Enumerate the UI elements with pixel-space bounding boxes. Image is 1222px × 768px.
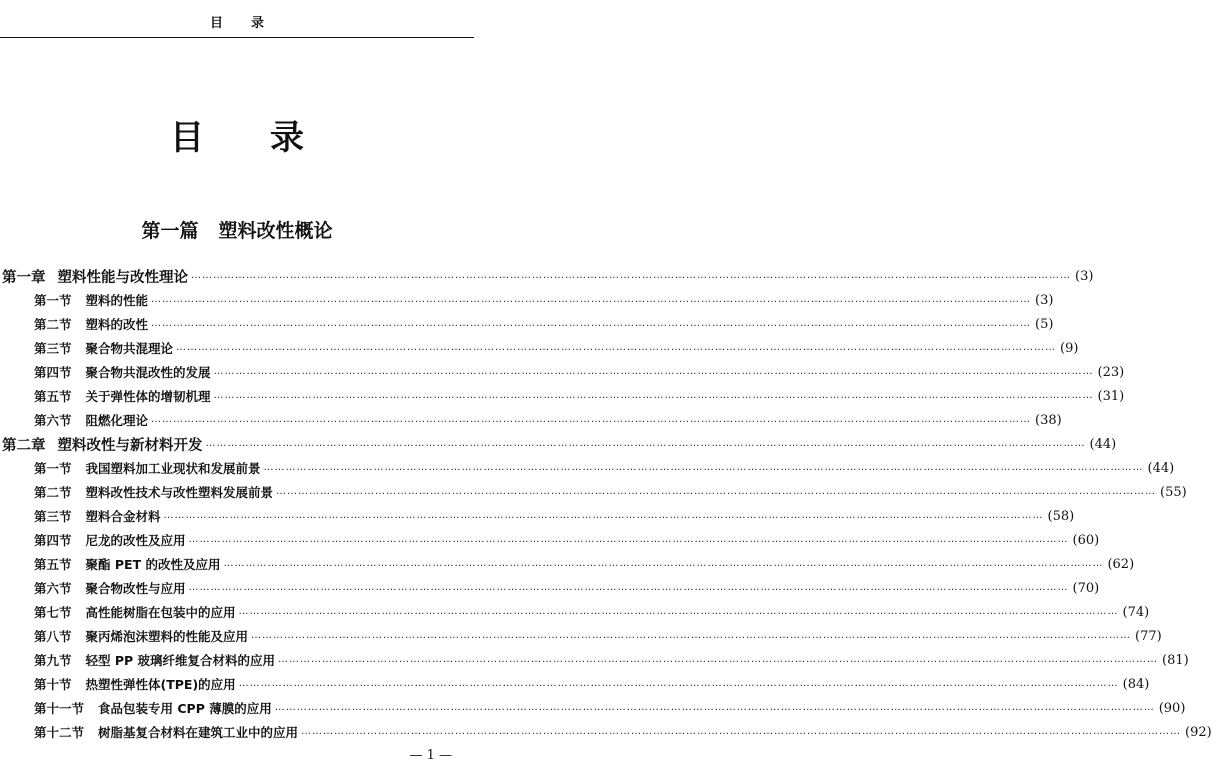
toc-entry-title: 高性能树脂在包装中的应用 xyxy=(85,605,236,620)
toc-entry-title: 食品包装专用 CPP 薄膜的应用 xyxy=(98,701,272,716)
toc-entry-page: (5) xyxy=(1035,316,1054,332)
toc-section-entry xyxy=(0,720,1212,744)
toc-entry-number: 第九节 xyxy=(34,653,72,668)
toc-entry-title: 塑料的改性 xyxy=(85,317,149,332)
toc-entry-title: 聚合物改性与应用 xyxy=(85,581,186,596)
toc-entry-page: (38) xyxy=(1035,412,1062,428)
toc-entry-page: (3) xyxy=(1075,268,1094,284)
page-title-right: 录 xyxy=(270,118,304,158)
toc-entry-page: (60) xyxy=(1072,532,1100,548)
toc-entry-number: 第三节 xyxy=(34,509,72,524)
toc-entry-title: 阻燃化理论 xyxy=(85,413,149,428)
toc-section-entry xyxy=(0,480,1187,504)
running-header-right: 录 xyxy=(251,16,265,31)
toc-entry-page: (55) xyxy=(1160,484,1187,500)
toc-section-entry xyxy=(0,624,1162,648)
toc-dot-leader: …………………………………………………………………………………………………………………………………………………………………………………………………………………… xyxy=(278,654,1159,665)
toc-entry-number: 第一章 xyxy=(2,269,46,286)
toc-section-entry xyxy=(0,672,1150,696)
toc-entry-page: (84) xyxy=(1122,676,1150,692)
toc-entry-title: 关于弹性体的增韧机理 xyxy=(85,389,211,404)
toc-entry-page: (44) xyxy=(1089,436,1117,452)
toc-section-entry xyxy=(0,576,1100,600)
toc-entry-title: 树脂基复合材料在建筑工业中的应用 xyxy=(98,725,299,740)
toc-dot-leader: …………………………………………………………………………………………………………………………………………………………………………………………………………………… xyxy=(188,582,1069,593)
toc-dot-leader: …………………………………………………………………………………………………………………………………………………………………………………………………………………… xyxy=(251,630,1132,641)
toc-dot-leader: …………………………………………………………………………………………………………………………………………………………………………………………………………………… xyxy=(176,342,1057,353)
toc-entry-page: (90) xyxy=(1158,700,1186,716)
toc-entry-number: 第十节 xyxy=(34,677,72,692)
toc-entry-page: (62) xyxy=(1107,556,1135,572)
toc-entry-title: 塑料合金材料 xyxy=(85,509,161,524)
toc-entry-title: 塑料的性能 xyxy=(85,293,149,308)
header-rule xyxy=(0,37,474,38)
toc-entry-title: 我国塑料加工业现状和发展前景 xyxy=(85,461,261,476)
toc-section-entry xyxy=(0,336,1079,360)
toc-entry-page: (44) xyxy=(1147,460,1175,476)
toc-entry-number: 第十二节 xyxy=(34,725,85,740)
toc-entry-title: 塑料改性技术与改性塑料发展前景 xyxy=(85,485,274,500)
toc-entry-number: 第七节 xyxy=(34,605,72,620)
part-number: 第一篇 xyxy=(141,220,199,242)
part-heading xyxy=(0,216,474,243)
toc-entry-page: (23) xyxy=(1097,364,1125,380)
toc-dot-leader: …………………………………………………………………………………………………………………………………………………………………………………………………………………… xyxy=(151,294,1032,305)
page-title-left: 目 xyxy=(170,118,204,158)
toc-section-entry xyxy=(0,456,1175,480)
toc-dot-leader: …………………………………………………………………………………………………………………………………………………………………………………………………………………… xyxy=(276,486,1157,497)
toc-section-entry xyxy=(0,384,1125,408)
toc-chapter-entry xyxy=(0,264,1094,288)
toc-entry-page: (92) xyxy=(1185,724,1212,740)
toc-entry-page: (81) xyxy=(1162,652,1189,668)
toc-dot-leader: …………………………………………………………………………………………………………………………………………………………………………………………………………………… xyxy=(301,726,1182,737)
toc-section-entry xyxy=(0,696,1186,720)
toc-entry-number: 第四节 xyxy=(34,533,72,548)
toc-entry-page: (58) xyxy=(1047,508,1075,524)
toc-entry-title: 聚丙烯泡沫塑料的性能及应用 xyxy=(85,629,249,644)
toc-section-entry xyxy=(0,504,1075,528)
toc-entry-title: 尼龙的改性及应用 xyxy=(85,533,186,548)
toc-entry-number: 第二节 xyxy=(34,485,72,500)
toc-entry-title: 聚合物共混理论 xyxy=(85,341,174,356)
toc-section-entry xyxy=(0,552,1135,576)
toc-section-entry xyxy=(0,360,1125,384)
toc-entry-title: 塑料改性与新材料开发 xyxy=(57,437,203,454)
toc-entry-page: (70) xyxy=(1072,580,1100,596)
toc-section-entry xyxy=(0,648,1189,672)
toc-entry-number: 第十一节 xyxy=(34,701,85,716)
toc-entry-title: 聚酯 PET 的改性及应用 xyxy=(85,557,221,572)
toc-entry-page: (74) xyxy=(1122,604,1150,620)
running-header xyxy=(0,12,474,31)
toc-entry-page: (9) xyxy=(1060,340,1079,356)
toc-entry-page: (77) xyxy=(1135,628,1162,644)
toc-dot-leader: …………………………………………………………………………………………………………………………………………………………………………………………………………………… xyxy=(188,534,1069,545)
toc-entry-number: 第一节 xyxy=(34,293,72,308)
toc-entry-number: 第四节 xyxy=(34,365,72,380)
toc-entry-number: 第三节 xyxy=(34,341,72,356)
toc-entry-number: 第二章 xyxy=(2,437,46,454)
toc-entry-title: 聚合物共混改性的发展 xyxy=(85,365,211,380)
page-title xyxy=(0,110,474,159)
toc-entry-number: 第五节 xyxy=(34,389,72,404)
page-number: — 1 — xyxy=(409,748,452,763)
toc-entry-number: 第五节 xyxy=(34,557,72,572)
toc-dot-leader: …………………………………………………………………………………………………………………………………………………………………………………………………………………… xyxy=(274,702,1155,713)
toc-entry-title: 热塑性弹性体(TPE)的应用 xyxy=(85,677,236,692)
toc-dot-leader: …………………………………………………………………………………………………………………………………………………………………………………………………………………… xyxy=(238,606,1119,617)
toc-dot-leader: …………………………………………………………………………………………………………………………………………………………………………………………………………………… xyxy=(163,510,1044,521)
toc-entry-number: 第二节 xyxy=(34,317,72,332)
toc-dot-leader: …………………………………………………………………………………………………………………………………………………………………………………………………………………… xyxy=(191,270,1071,281)
toc-dot-leader: …………………………………………………………………………………………………………………………………………………………………………………………………………………… xyxy=(151,414,1032,425)
table-of-contents xyxy=(0,264,1212,744)
toc-dot-leader: …………………………………………………………………………………………………………………………………………………………………………………………………………………… xyxy=(238,678,1119,689)
toc-entry-page: (3) xyxy=(1035,292,1054,308)
toc-entry-number: 第一节 xyxy=(34,461,72,476)
toc-dot-leader: …………………………………………………………………………………………………………………………………………………………………………………………………………………… xyxy=(205,438,1086,449)
toc-dot-leader: …………………………………………………………………………………………………………………………………………………………………………………………………………………… xyxy=(213,366,1094,377)
toc-entry-title: 轻型 PP 玻璃纤维复合材料的应用 xyxy=(85,653,276,668)
toc-entry-number: 第八节 xyxy=(34,629,72,644)
toc-section-entry xyxy=(0,288,1054,312)
part-title: 塑料改性概论 xyxy=(218,220,333,242)
toc-dot-leader: …………………………………………………………………………………………………………………………………………………………………………………………………………………… xyxy=(263,462,1144,473)
toc-section-entry xyxy=(0,600,1150,624)
running-header-left: 目 xyxy=(209,16,223,31)
toc-entry-title: 塑料性能与改性理论 xyxy=(57,269,188,286)
toc-section-entry xyxy=(0,408,1062,432)
toc-entry-page: (31) xyxy=(1097,388,1125,404)
toc-entry-number: 第六节 xyxy=(34,413,72,428)
toc-dot-leader: …………………………………………………………………………………………………………………………………………………………………………………………………………………… xyxy=(223,558,1104,569)
toc-dot-leader: …………………………………………………………………………………………………………………………………………………………………………………………………………………… xyxy=(213,390,1094,401)
toc-section-entry xyxy=(0,312,1054,336)
toc-chapter-entry xyxy=(0,432,1117,456)
toc-entry-number: 第六节 xyxy=(34,581,72,596)
toc-section-entry xyxy=(0,528,1100,552)
toc-dot-leader: …………………………………………………………………………………………………………………………………………………………………………………………………………………… xyxy=(151,318,1032,329)
